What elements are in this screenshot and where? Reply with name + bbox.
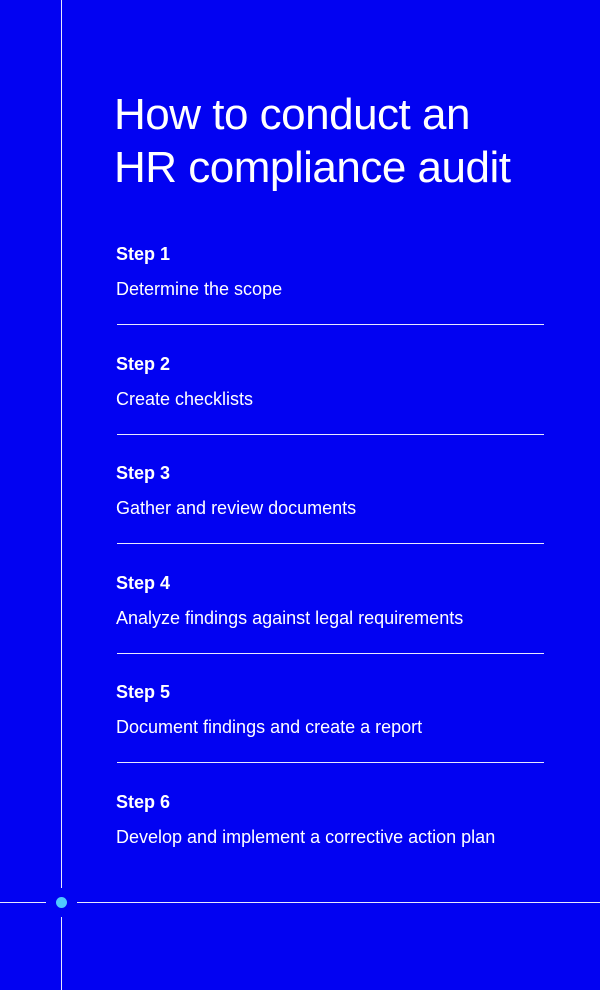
step-description: Create checklists	[116, 388, 254, 409]
step-item-6	[116, 788, 544, 898]
step-item-5	[116, 678, 544, 788]
horizontal-guide-line-right	[77, 902, 600, 903]
title-line-2: HR compliance audit	[114, 143, 511, 192]
intersection-dot-icon	[56, 897, 67, 908]
step-label: Step 3	[116, 463, 171, 483]
step-description: Gather and review documents	[116, 498, 357, 518]
step-item-3	[116, 459, 544, 569]
step-label: Step 1	[116, 244, 171, 264]
horizontal-guide-line-left	[0, 902, 46, 903]
title-line-1: How to conduct an	[114, 90, 470, 139]
step-divider	[117, 434, 544, 435]
step-divider	[117, 543, 544, 544]
step-divider	[117, 762, 544, 763]
step-label: Step 5	[116, 682, 171, 702]
vertical-guide-line-bottom	[61, 917, 62, 990]
step-label: Step 2	[116, 353, 171, 374]
step-description: Develop and implement a corrective action plan	[116, 826, 496, 847]
step-description: Document findings and create a report	[116, 717, 423, 737]
step-label: Step 4	[116, 572, 171, 593]
vertical-guide-line-top	[61, 0, 62, 888]
step-item-4	[116, 569, 544, 679]
step-item-2	[116, 350, 544, 460]
step-description: Determine the scope	[116, 279, 283, 299]
steps-list	[116, 240, 544, 897]
page-title	[114, 88, 574, 194]
step-label: Step 6	[116, 791, 171, 812]
step-item-1	[116, 240, 544, 350]
step-divider	[117, 324, 544, 325]
step-divider	[117, 653, 544, 654]
step-description: Analyze findings against legal requirements	[116, 607, 464, 628]
